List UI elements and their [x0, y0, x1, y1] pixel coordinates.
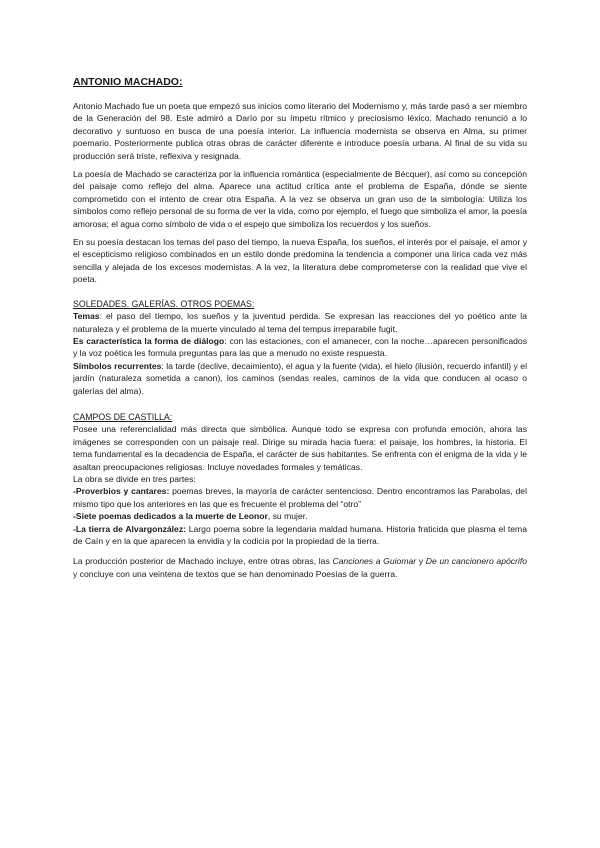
closing-text-a: La producción posterior de Machado incluye, entre otras obras, las: [73, 556, 333, 567]
intro-paragraph-3: En su poesía destacan los temas del paso del tiempo, la nueva España, los sueños, el interés por el paisaje, el amor y el escepticismo religioso combinados en un estilo donde predomina la tendencia a componer una lírica cada vez más sencilla y alejada de los excesos modernistas. A la vez, la literatura debe comprometerse con la realidad que vive el poeta.: [73, 237, 527, 285]
document-page: [73, 76, 527, 586]
soledades-temas: [73, 310, 527, 335]
campos-part-1: [73, 485, 527, 510]
soledades-simbolos: [73, 360, 527, 397]
closing-text-b: y: [416, 556, 426, 567]
part-3-text: Largo poema sobre la legendaria maldad humana. Historia fraticida que plasma el tema de Caín y en la que aparecen la envidia y la codicia por la propiedad de la tierra.: [73, 523, 527, 546]
intro-paragraph-2: La poesía de Machado se caracteriza por la influencia romántica (especialmente de Bécquer), así como su concepción del paisaje como reflejo del alma. Aparece una actitud crítica ante el problema de España, dónde se siente comprometido con el intento de crear otra España. A la vez se observa un gran uso de la simbología: Utiliza los símbolos como reflejo personal de su forma de ver la vida, como por ejemplo, el fuego que simboliza el amor, la poesía amorosa; el agua como símbolo de vida o el espejo que simboliza los recuerdos y los sueños.: [73, 169, 527, 229]
campos-parts-intro: La obra se divide en tres partes:: [73, 473, 196, 484]
simbolos-label: Símbolos recurrentes: [73, 360, 162, 371]
closing-text-c: y concluye con una veintena de textos que se han denominado Poesías de la guerra.: [73, 568, 398, 579]
part-1-label: -Proverbios y cantares:: [73, 486, 170, 497]
section-heading-soledades: SOLEDADES. GALERÍAS. OTROS POEMAS:: [73, 298, 255, 309]
campos-intro: Posee una referencialidad más directa que simbólica. Aunque todo se expresa con profunda emoción, ahora las imágenes se corresponden con un paisaje real. Dirige su mirada hacia fuera: el paisaje, los hombres, la historia. El tema fundamental es la decadencia de España, el carácter de sus habitantes. Se enfrenta con el enigma de la vida y le asaltan preocupaciones religiosas. Incluye novedades formales y temáticas.: [73, 424, 527, 472]
closing-paragraph: [73, 555, 527, 580]
section-heading-campos: CAMPOS DE CASTILLA:: [73, 411, 173, 422]
part-3-label: -La tierra de Alvargonzález:: [73, 523, 186, 534]
temas-text: : el paso del tiempo, los sueños y la juventud perdida. Se expresan las reacciones del yo poético ante la naturaleza y el problema de la muerte vinculado al tema del tempus irreparabile fugit.: [73, 311, 527, 334]
campos-part-3: [73, 523, 527, 548]
campos-part-2: [73, 510, 527, 522]
caracteristica-text: : con las estaciones, con el amanecer, con la noche…aparecen personificados y la voz poética les formula preguntas para las que a menudo no existe respuesta.: [73, 335, 527, 359]
work-title-1: Canciones a Guiomar: [332, 556, 417, 567]
document-title: ANTONIO MACHADO:: [73, 76, 183, 88]
part-2-label: -Siete poemas dedicados a la muerte de Leonor: [73, 511, 268, 522]
soledades-caracteristica: [73, 335, 527, 360]
part-1-text: poemas breves, la mayoría de carácter sentencioso. Dentro encontramos las Parabolas, del mismo tipo que los anteriores en las que es frecuente el problema del “otro”: [73, 486, 527, 509]
caracteristica-label: Es característica la forma de diálogo: [73, 335, 225, 346]
simbolos-text: : la tarde (declive, decaimiento), el agua y la fuente (vida), el hielo (ilusión, recuerdo infantil) y el jardín (naturaleza sometida a canon), los caminos (sendas reales, caminos de la vida que conducen al ocaso o galerías del alma).: [73, 360, 527, 396]
temas-label: Temas: [73, 311, 100, 322]
work-title-2: De un cancionero apócrifo: [425, 556, 527, 567]
intro-paragraph-1: Antonio Machado fue un poeta que empezó sus inicios como literario del Modernismo y, más tarde pasó a ser miembro de la Generación del 98. Este admiró a Darío por su ímpetu rítmico y preciosismo léxico. Machado renunció a lo decorativo y suntuoso en busca de una poesía interior. La influencia modernista se observa en Alma, su primer poemario. Posteriormente publica otras obras de carácter diferente e introduce poesía urbana. Al final de su vida su producción será triste, reflexiva y resignada.: [73, 101, 527, 161]
part-2-text: , su mujer.: [267, 511, 308, 522]
